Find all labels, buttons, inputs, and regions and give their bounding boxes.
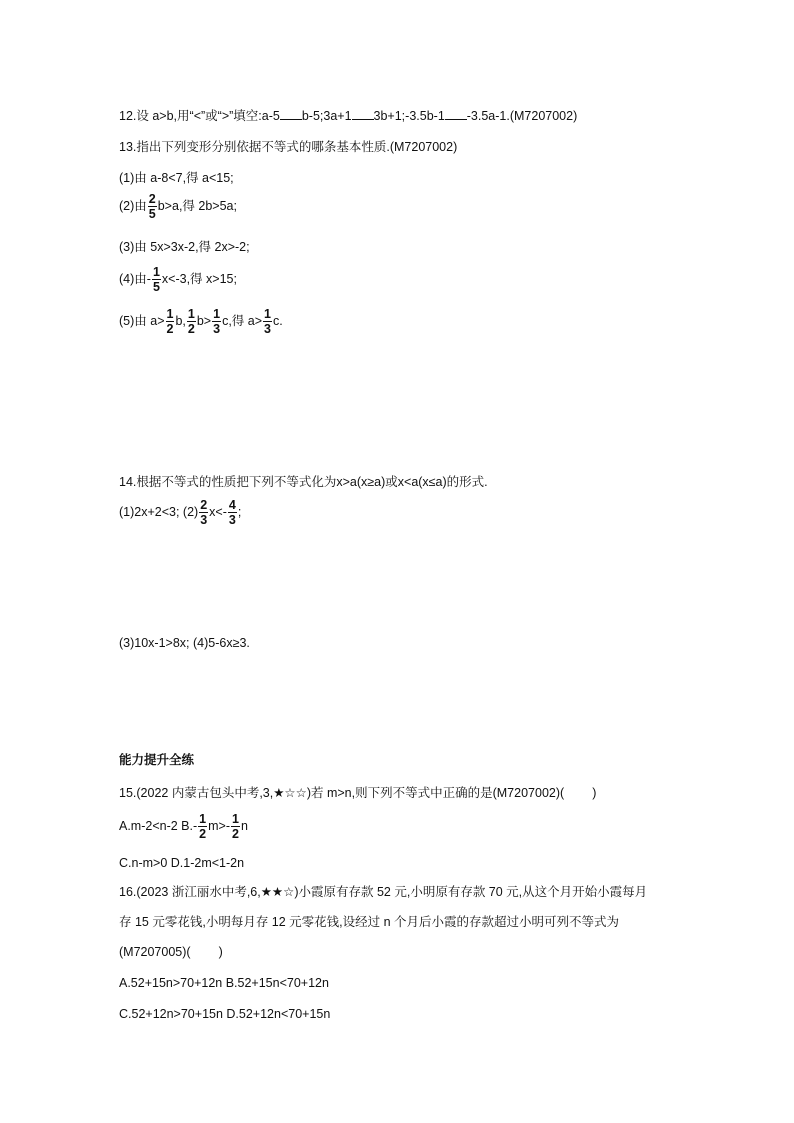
q16-paren-close: ) bbox=[218, 945, 223, 959]
q15-options-ab bbox=[119, 812, 248, 841]
fraction bbox=[152, 265, 161, 294]
q16-options-cd: C.52+12n>70+15n D.52+12n<70+15n bbox=[119, 1007, 331, 1021]
q15-paren-close: ) bbox=[592, 786, 597, 800]
fraction bbox=[228, 498, 237, 527]
fraction bbox=[166, 307, 175, 336]
q14-p1-post: ; bbox=[237, 504, 242, 519]
q13-item-1: (1)由 a-8<7,得 a<15; bbox=[119, 171, 234, 185]
fraction bbox=[263, 307, 272, 336]
q13-item-3: (3)由 5x>3x-2,得 2x>-2; bbox=[119, 240, 250, 254]
q12-blank-3 bbox=[445, 108, 467, 120]
question-12 bbox=[119, 108, 577, 124]
q15-opt-a: A.m-2<n-2 B.- bbox=[119, 818, 198, 833]
frac-num: 2 bbox=[148, 192, 156, 206]
frac-num: 1 bbox=[152, 265, 160, 279]
q13-item-2 bbox=[119, 192, 237, 221]
q13-stem: 13.指出下列变形分别依据不等式的哪条基本性质.(M7207002) bbox=[119, 140, 458, 154]
q16-line-3 bbox=[119, 944, 223, 960]
q14-p1-mid: x<- bbox=[209, 504, 227, 519]
q12-text-c: 3b+1;-3.5b-1 bbox=[373, 109, 445, 123]
q12-text-b: b-5;3a+1 bbox=[301, 109, 352, 123]
q13-item-5 bbox=[119, 307, 283, 336]
frac-num: 1 bbox=[187, 307, 195, 321]
frac-den: 3 bbox=[264, 322, 271, 336]
frac-den: 5 bbox=[148, 207, 156, 221]
q14-stem: 14.根据不等式的性质把下列不等式化为x>a(x≥a)或x<a(x≤a)的形式. bbox=[119, 475, 488, 489]
question-15 bbox=[119, 785, 596, 801]
q15-options-cd: C.n-m>0 D.1-2m<1-2n bbox=[119, 856, 245, 870]
q16-options-ab: A.52+15n>70+12n B.52+15n<70+12n bbox=[119, 976, 329, 990]
q16-line3-text: (M7207005)( bbox=[119, 945, 191, 959]
fraction bbox=[148, 192, 157, 221]
q13-i5-m2: b> bbox=[196, 313, 212, 328]
frac-den: 2 bbox=[199, 827, 207, 841]
frac-num: 1 bbox=[264, 307, 271, 321]
frac-den: 3 bbox=[228, 513, 236, 527]
q14-part-1 bbox=[119, 498, 241, 527]
frac-num: 2 bbox=[200, 498, 208, 512]
frac-den: 2 bbox=[231, 827, 239, 841]
q12-blank-1 bbox=[280, 108, 302, 120]
fraction bbox=[212, 307, 221, 336]
q14-p1-text: (1)2x+2<3; (2) bbox=[119, 504, 199, 519]
q13-i5-pre: (5)由 a> bbox=[119, 313, 165, 328]
q14-part-2: (3)10x-1>8x; (4)5-6x≥3. bbox=[119, 636, 250, 650]
frac-den: 3 bbox=[200, 513, 208, 527]
q15-b-post: n bbox=[240, 818, 248, 833]
q16-line-2: 存 15 元零花钱,小明每月存 12 元零花钱,设经过 n 个月后小霞的存款超过小明可列不等式为 bbox=[119, 915, 620, 929]
frac-num: 1 bbox=[231, 812, 239, 826]
q12-text-d: -3.5a-1.(M7207002) bbox=[466, 109, 578, 123]
frac-num: 4 bbox=[228, 498, 236, 512]
q16-line-1: 16.(2023 浙江丽水中考,6,★★☆)小霞原有存款 52 元,小明原有存款 70 元,从这个月开始小霞每月 bbox=[119, 885, 648, 899]
frac-den: 2 bbox=[187, 322, 195, 336]
q13-i5-post: c. bbox=[272, 313, 283, 328]
frac-den: 3 bbox=[213, 322, 221, 336]
fraction bbox=[199, 498, 208, 527]
q15-b-mid: m>- bbox=[208, 818, 230, 833]
fraction bbox=[231, 812, 240, 841]
q13-i2-pre: (2)由 bbox=[119, 198, 147, 213]
fraction bbox=[187, 307, 196, 336]
frac-num: 1 bbox=[213, 307, 221, 321]
frac-den: 5 bbox=[152, 280, 160, 294]
q13-i5-m3: c,得 a> bbox=[222, 313, 263, 328]
q13-item-4 bbox=[119, 265, 237, 294]
q12-blank-2 bbox=[352, 108, 374, 120]
frac-num: 1 bbox=[166, 307, 174, 321]
frac-num: 1 bbox=[199, 812, 207, 826]
section-title: 能力提升全练 bbox=[119, 753, 195, 767]
frac-den: 2 bbox=[166, 322, 174, 336]
q13-i4-pre: (4)由- bbox=[119, 271, 151, 286]
q12-text-a: 12.设 a>b,用“<”或“>”填空:a-5 bbox=[119, 109, 280, 123]
fraction bbox=[198, 812, 207, 841]
q15-stem: 15.(2022 内蒙古包头中考,3,★☆☆)若 m>n,则下列不等式中正确的是(M7207002)( bbox=[119, 786, 565, 800]
q13-i2-post: b>a,得 2b>5a; bbox=[157, 198, 237, 213]
q13-i4-post: x<-3,得 x>15; bbox=[161, 271, 237, 286]
q13-i5-m1: b, bbox=[175, 313, 186, 328]
